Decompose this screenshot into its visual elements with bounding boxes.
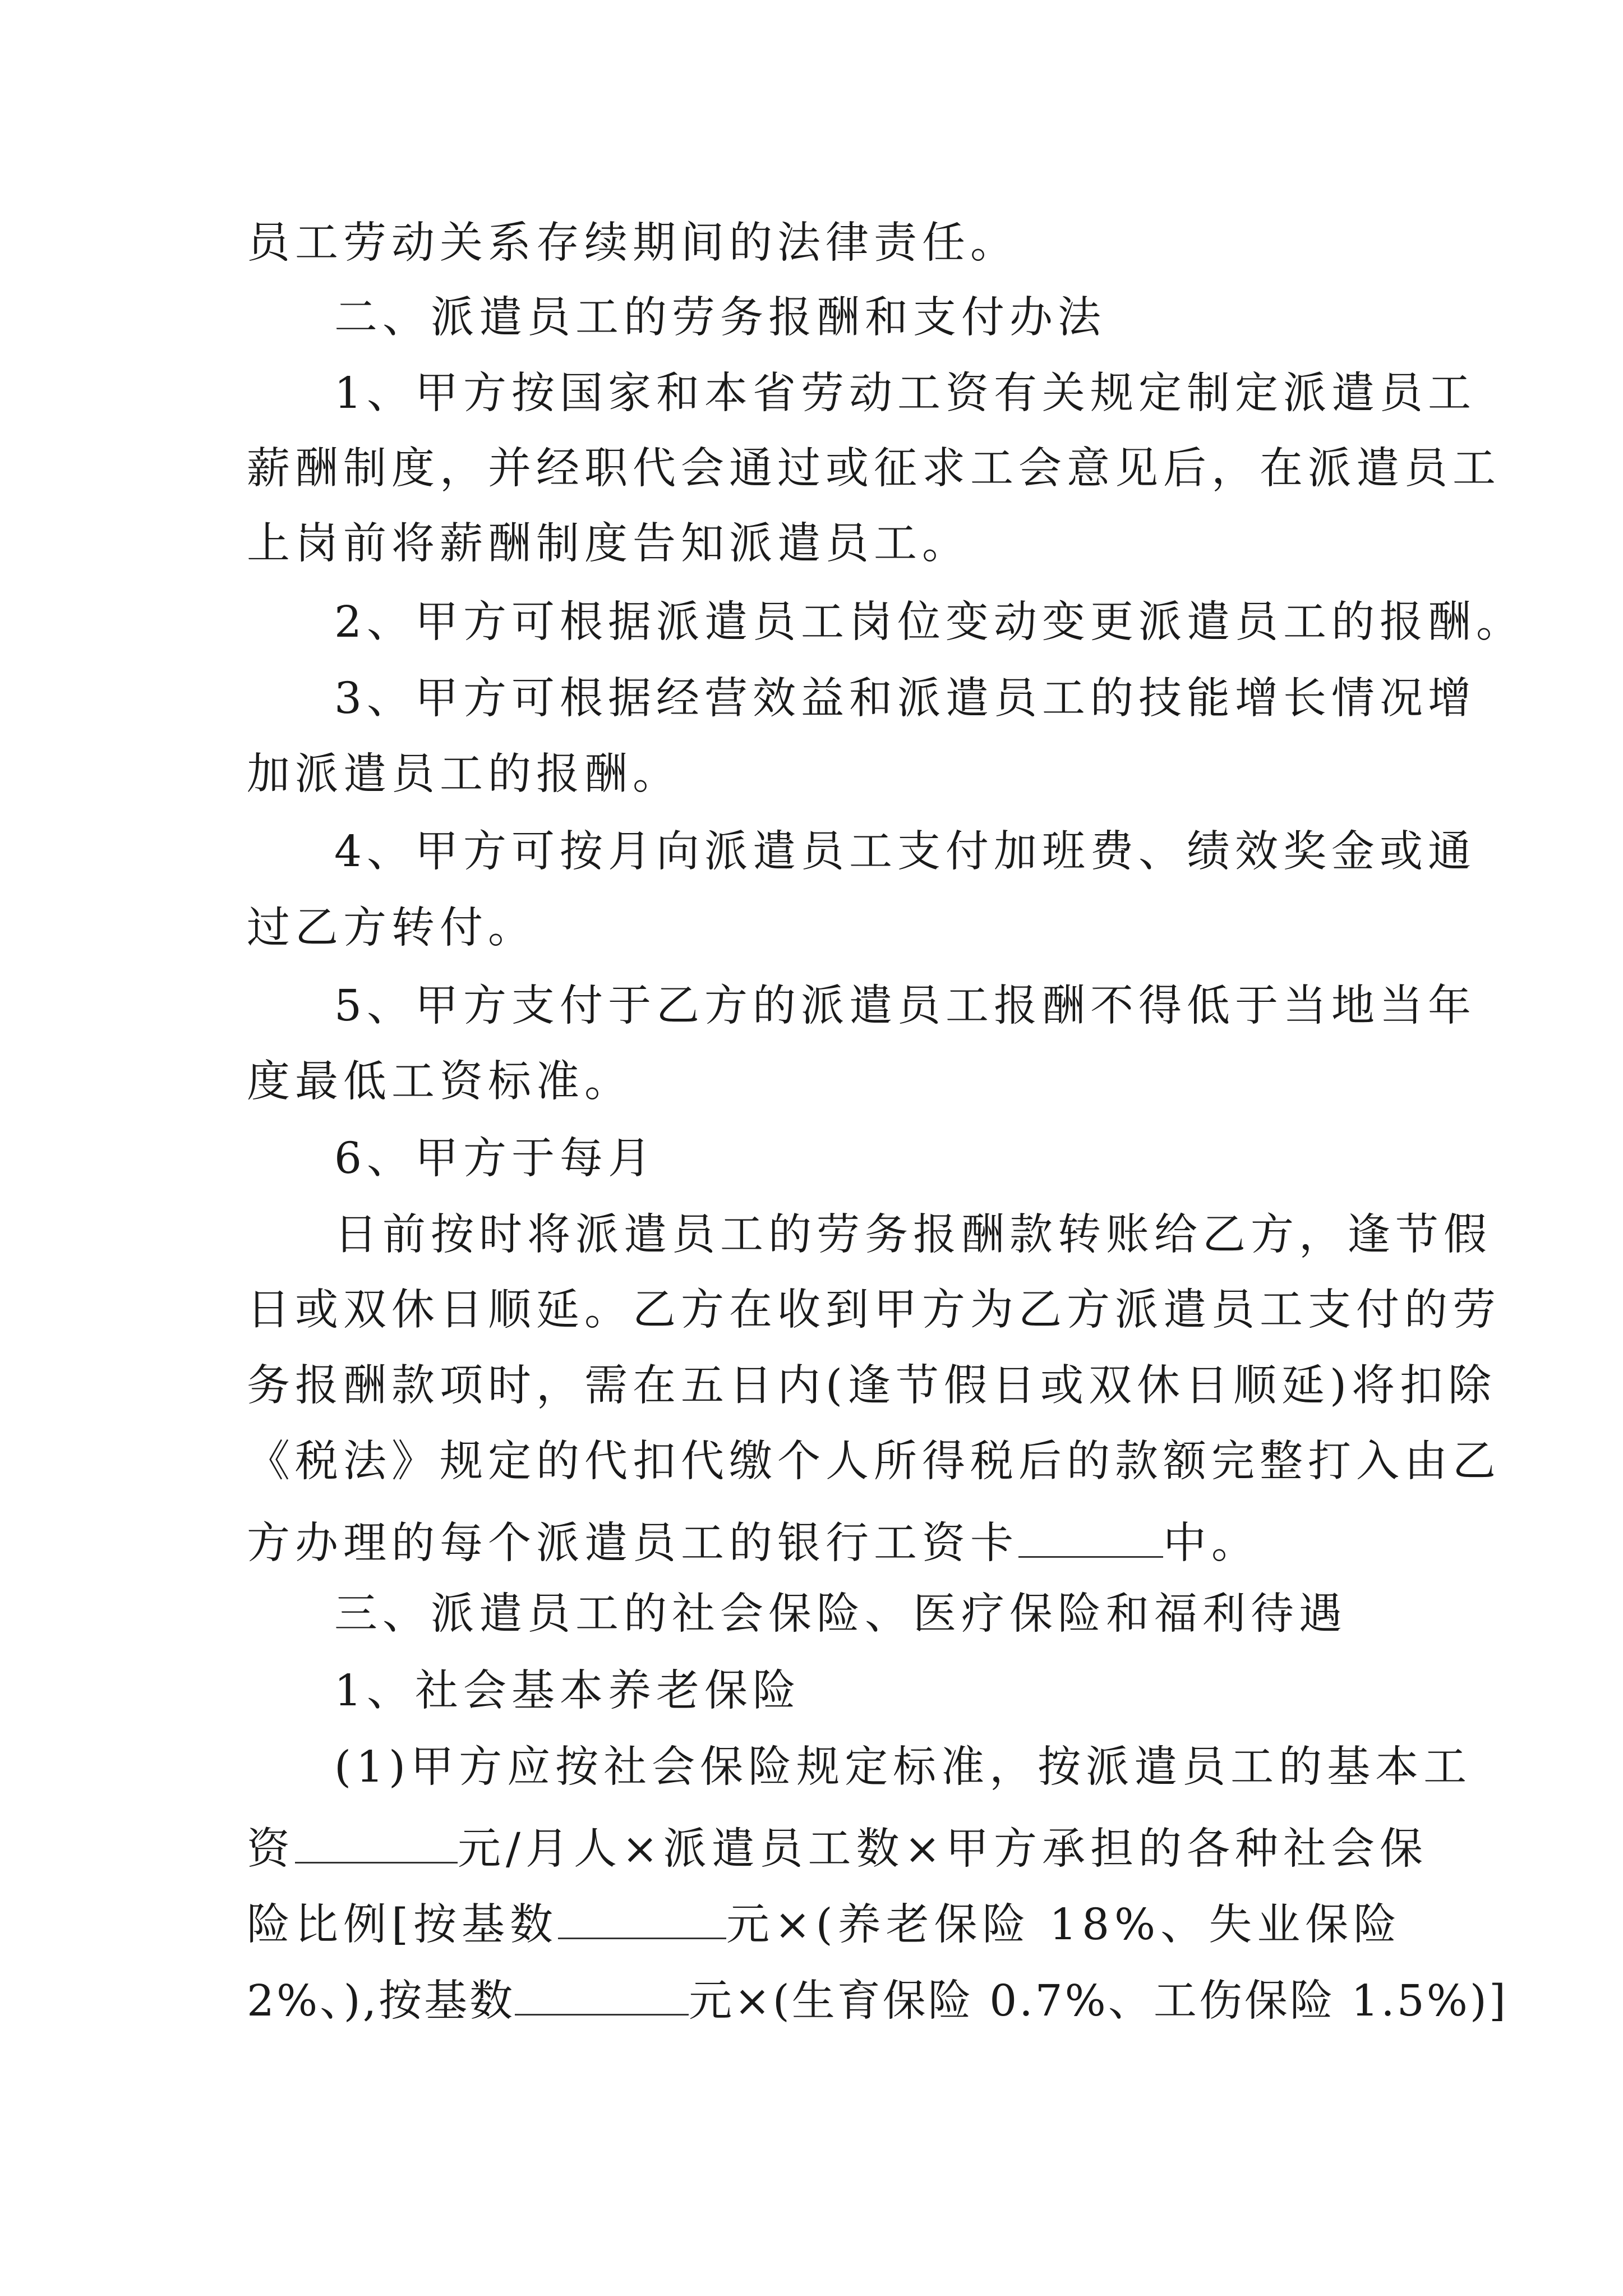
subsection-heading: 1、社会基本养老保险 — [334, 1666, 801, 1716]
paragraph-line: 3、甲方可根据经营效益和派遣员工的技能增长情况增 — [334, 674, 1476, 724]
paragraph-line: 《税法》规定的代扣代缴个人所得税后的款额完整打入由乙 — [247, 1437, 1501, 1487]
fill-in-blank[interactable] — [515, 1974, 689, 2016]
paragraph-line: 2、甲方可根据派遣员工岗位变动变更派遣员工的报酬。 — [334, 597, 1524, 647]
paragraph-line: 务报酬款项时，需在五日内(逢节假日或双休日顺延)将扣除 — [247, 1361, 1497, 1411]
paragraph-line — [247, 1898, 1402, 1950]
paragraph-line: 加派遣员工的报酬。 — [247, 749, 681, 799]
line-text: 中。 — [1163, 1518, 1260, 1568]
paragraph-line: 日或双休日顺延。乙方在收到甲方为乙方派遣员工支付的劳 — [247, 1285, 1501, 1335]
fill-in-blank[interactable] — [558, 1898, 726, 1939]
line-text: 元×(生育保险 0.7%、工伤保险 1.5%)] — [689, 1976, 1509, 2026]
paragraph-line: 员工劳动关系存续期间的法律责任。 — [247, 218, 1018, 268]
paragraph-line: 度最低工资标准。 — [247, 1057, 633, 1107]
paragraph-line: (1)甲方应按社会保险规定标准，按派遣员工的基本工 — [334, 1742, 1472, 1792]
paragraph-line — [247, 1974, 1509, 2026]
paragraph-line: 5、甲方支付于乙方的派遣员工报酬不得低于当地当年 — [334, 981, 1476, 1031]
fill-in-blank[interactable] — [1018, 1516, 1163, 1558]
paragraph-line: 1、甲方按国家和本省劳动工资有关规定制定派遣员工 — [334, 369, 1476, 418]
fill-in-blank[interactable] — [295, 1822, 458, 1864]
line-text: 资 — [247, 1824, 295, 1874]
line-text: 2%、),按基数 — [247, 1976, 515, 2026]
paragraph-line: 过乙方转付。 — [247, 903, 536, 953]
paragraph-line: 薪酬制度，并经职代会通过或征求工会意见后，在派遣员工 — [247, 444, 1501, 494]
paragraph-line — [247, 1822, 1428, 1874]
paragraph-line: 6、甲方于每月 — [334, 1134, 656, 1184]
paragraph-line — [247, 1516, 1260, 1568]
line-text: 险比例[按基数 — [247, 1899, 559, 1950]
section-heading: 二、派遣员工的劳务报酬和支付办法 — [334, 293, 1106, 343]
section-heading: 三、派遣员工的社会保险、医疗保险和福利待遇 — [334, 1589, 1347, 1639]
line-text: 元/月人×派遣员工数×甲方承担的各种社会保 — [458, 1824, 1428, 1874]
paragraph-line: 4、甲方可按月向派遣员工支付加班费、绩效奖金或通 — [334, 827, 1476, 877]
line-text: 方办理的每个派遣员工的银行工资卡 — [247, 1518, 1018, 1568]
paragraph-line: 日前按时将派遣员工的劳务报酬款转账给乙方，逢节假 — [334, 1210, 1492, 1260]
line-text: 元×(养老保险 18%、失业保险 — [726, 1899, 1402, 1950]
paragraph-line: 上岗前将薪酬制度告知派遣员工。 — [247, 519, 970, 569]
